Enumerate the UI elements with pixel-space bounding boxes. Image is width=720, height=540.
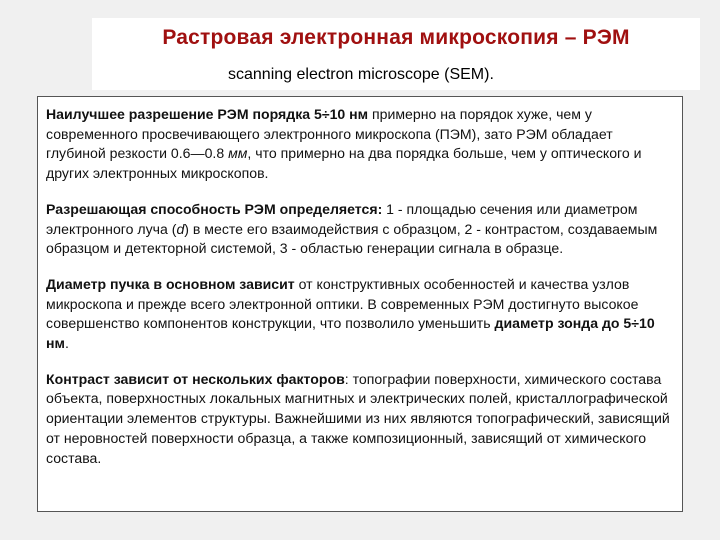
paragraph-text: от конструктивных особенностей и качества узлов микроскопа и прежде всего электронной оптики. В современных РЭМ достигнуто высокое совершенство компонентов конструкции, что позволило уменьшить	[46, 275, 639, 332]
paragraph-contrast	[46, 370, 676, 469]
paragraph-text: , что примерно на два порядка больше, чем у оптического и других электронных микроскопов.	[46, 145, 642, 182]
paragraph-beam-diameter	[46, 275, 676, 354]
paragraph-italic: d	[176, 220, 185, 237]
paragraph-text: примерно на порядок хуже, чем у современного просвечивающего электронного микроскопа (ПЭМ), зато РЭМ обладает глубиной резкости 0.6—0.8	[46, 106, 613, 162]
paragraph-lead: Контраст зависит от нескольких факторов	[46, 370, 345, 387]
paragraph-text: 1 - площадью сечения или диаметром электронного луча (	[46, 200, 638, 237]
paragraph-italic: мм	[228, 145, 248, 162]
title-box	[92, 18, 700, 90]
paragraph-lead: Диаметр пучка в основном зависит	[46, 275, 295, 292]
paragraph-lead: Наилучшее разрешение РЭМ порядка 5÷10 нм	[46, 106, 369, 122]
paragraph-text: : топографии поверхности, химического состава объекта, поверхностных локальных магнитных и электрических полей, кристаллографической ориентации элементов структуры. Важнейшими из них являются топографический, зависящий от неровностей поверхности образца, а также композиционный, зависящий от химического состава.	[46, 370, 670, 466]
paragraph-lead: Разрешающая способность РЭМ определяется:	[46, 200, 383, 217]
content-box	[37, 96, 683, 512]
paragraph-bold: диаметр зонда до 5÷10 нм	[46, 315, 655, 352]
paragraph-text: ) в месте его взаимодействия с образцом, 2 - контрастом, создаваемым образцом и детекторной системой, 3 - областью генерации сигнала в образце.	[46, 220, 658, 257]
slide-subtitle: scanning electron microscope (SEM).	[228, 66, 494, 83]
paragraph-resolving-power	[46, 200, 676, 259]
slide-title: Растровая электронная микроскопия – РЭМ	[162, 26, 630, 49]
paragraph-text: .	[64, 335, 69, 352]
paragraph-resolution	[46, 105, 676, 184]
